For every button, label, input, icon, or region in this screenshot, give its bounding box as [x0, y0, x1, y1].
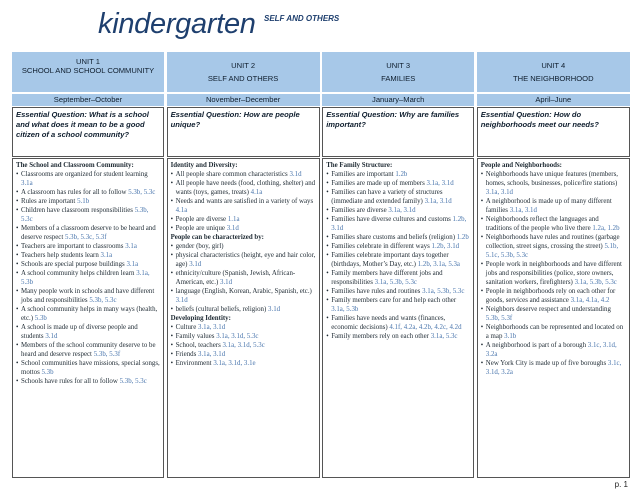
topic-text: Neighborhoods have unique features (members, homes, schools, businesses, police/fire stations) [485, 171, 619, 187]
standard-code: 3.1a, 5.3c [430, 333, 458, 340]
unit-1-essential-question: Essential Question: What is a school and what does it mean to be a good citizen of a school community? [12, 107, 164, 157]
list-item [481, 170, 626, 197]
topic-text: Rules are important [21, 198, 76, 205]
topic-text: Family members care for and help each other [331, 297, 457, 304]
topic-text: Children have classroom responsibilities [21, 207, 133, 214]
topic-text: Needs and wants are satisfied in a variety of ways [175, 198, 314, 205]
standard-code: 4.1f, 4.2a, 4.2b, 4.2c, 4.2d [389, 324, 462, 331]
topic-text: A classroom has rules for all to follow [21, 189, 127, 196]
topic-text: Teachers help students learn [21, 252, 99, 259]
list-item [16, 341, 160, 359]
standard-code: 1.2b [456, 234, 469, 241]
unit-heading: UNIT 3 [386, 61, 411, 70]
topic-list [16, 170, 160, 386]
topic-text: Classrooms are organized for student learning [21, 171, 148, 178]
standard-code: 3.1a, 5.3b [331, 306, 359, 313]
standard-code: 3.1a, 3.1d [424, 198, 452, 205]
standard-code: 1.2b, 3.1d [431, 243, 460, 250]
unit-name: FAMILIES [381, 74, 416, 83]
standard-code: 3.1a [100, 252, 113, 259]
standard-code: 3.1a, 3.1d [388, 207, 416, 214]
topic-list [326, 170, 470, 341]
topic-text: New York City is made up of five boroughs [485, 360, 607, 367]
standard-code: 5.1b, 5.1c, 5.3b, 5.3c [485, 243, 619, 259]
topic-text: physical characteristics (height, eye and hair color, age) [175, 252, 316, 268]
standard-code: 1.2a, 1.2b [592, 225, 620, 232]
list-item [326, 242, 470, 251]
list-item [171, 224, 316, 233]
standard-code: 3.1a, 3.1d, 3.1e [213, 360, 256, 367]
topic-text: gender (boy, girl) [175, 243, 224, 250]
topic-text: All people share common characteristics [175, 171, 288, 178]
unit-heading: UNIT 1 [76, 57, 100, 66]
topic-text: A school community helps in many ways (health, etc.) [21, 306, 158, 322]
section-heading: The Family Structure: [326, 162, 393, 169]
standard-code: 3.1d [175, 297, 188, 304]
page-number: p. 1 [614, 480, 628, 489]
list-item [16, 197, 160, 206]
list-item [16, 251, 160, 260]
topic-text: Neighborhoods have rules and routines (garbage collection, street signs, crossing the street) [485, 234, 620, 250]
standard-code: 5.3b, 5.3c [119, 378, 147, 385]
topic-text: Families are made up of members [331, 180, 425, 187]
section-heading: People can be characterized by: [170, 234, 264, 241]
unit-2-header [167, 52, 320, 92]
standard-code: 3.1d [289, 171, 302, 178]
unit-3-essential-question: Essential Question: Why are families important? [322, 107, 474, 157]
topic-text: School, teachers [175, 342, 221, 349]
list-item [481, 359, 626, 377]
list-item [326, 188, 470, 206]
standard-code: 4.1a [250, 189, 263, 196]
topic-text: Family members rely on each other [331, 333, 429, 340]
topic-text: Families have rules and routines [331, 288, 421, 295]
standard-code: 3.1d [45, 333, 58, 340]
section-heading: Identity and Diversity: [170, 162, 238, 169]
topic-text: Schools are special purpose buildings [21, 261, 125, 268]
standard-code: 5.3b [41, 369, 54, 376]
topic-text: A school is made up of diverse people and students [21, 324, 138, 340]
unit-1-header [12, 52, 164, 92]
topic-text: People are unique [175, 225, 225, 232]
topic-list [481, 170, 626, 377]
standard-code: 3.1a, 3.1d [485, 189, 513, 196]
topic-text: Families can have a variety of structures (immediate and extended family) [331, 189, 443, 205]
standard-code: 1.1a [227, 216, 240, 223]
topic-list [171, 170, 316, 233]
standard-code: 5.3b, 5.3c [128, 189, 156, 196]
list-item [326, 179, 470, 188]
standard-code: 3.1a, 5.3b, 5.3c [422, 288, 465, 295]
unit-name: SELF AND OTHERS [207, 74, 279, 83]
standard-code: 1.2b, 3.1d [331, 216, 467, 232]
list-item [171, 251, 316, 269]
list-item [481, 197, 626, 215]
unit-4-header [477, 52, 630, 92]
unit-3-months: January–March [322, 94, 474, 106]
list-item [171, 341, 316, 350]
unit-heading: UNIT 4 [541, 61, 566, 70]
section-heading: The School and Classroom Community: [16, 162, 134, 169]
standard-code: 3.1d [220, 279, 233, 286]
list-item [326, 233, 470, 242]
list-item [16, 269, 160, 287]
list-item [481, 341, 626, 359]
standard-code: 3.1d [226, 225, 239, 232]
standard-code: 3.1a, 5.3b [21, 270, 150, 286]
list-item [326, 296, 470, 314]
topic-text: People are diverse [175, 216, 227, 223]
unit-4-months: April–June [477, 94, 630, 106]
list-item [481, 260, 626, 287]
topic-text: A neighborhood is part of a borough [485, 342, 587, 349]
topic-text: All people have needs (food, clothing, shelter) and wants (toys, games, treats) [175, 180, 316, 196]
list-item [171, 170, 316, 179]
standard-code: 3.1a, 3.1d [198, 324, 226, 331]
page-subtitle: SELF AND OTHERS [264, 14, 340, 23]
topic-text: Neighborhoods can be represented and located on a map [485, 324, 624, 340]
standard-code: 3.1a, 3.1d, 5.3c [216, 333, 259, 340]
topic-text: beliefs (cultural beliefs, religion) [175, 306, 267, 313]
standard-code: 3.1a [125, 243, 137, 250]
topic-text: ethnicity/culture (Spanish, Jewish, African-American, etc.) [175, 270, 296, 286]
list-item [326, 314, 470, 332]
standard-code: 5.3b [34, 315, 47, 322]
topic-text: Families have diverse cultures and customs [331, 216, 451, 223]
topic-text: Members of the school community deserve to be heard and deserve respect [21, 342, 156, 358]
unit-name: SCHOOL AND SCHOOL COMMUNITY [21, 66, 155, 75]
standard-code: 5.3b, 5.3c [89, 297, 117, 304]
standard-code: 3.1a [21, 180, 33, 187]
standard-code: 4.1a [175, 207, 188, 214]
list-item [171, 215, 316, 224]
topic-text: Teachers are important to classrooms [21, 243, 124, 250]
topic-text: Neighborhoods reflect the languages and traditions of the people who live there [485, 216, 599, 232]
unit-1-months: September–October [12, 94, 164, 106]
topic-text: Friends [175, 351, 197, 358]
topic-text: Families celebrate important days together (birthdays, Mother’s Day, etc.) [331, 252, 449, 268]
topic-text: Culture [175, 324, 197, 331]
unit-4-essential-question: Essential Question: How do neighborhoods meet our needs? [477, 107, 630, 157]
list-item [16, 305, 160, 323]
standard-code: 5.3b, 5.3f [485, 315, 513, 322]
topic-text: A school community helps children learn [21, 270, 135, 277]
topic-text: Families are diverse [331, 207, 387, 214]
standard-code: 3.1c, 3.1d, 3.2a [485, 342, 617, 358]
list-item [171, 179, 316, 197]
list-item [16, 287, 160, 305]
curriculum-grid [12, 52, 630, 478]
list-item [171, 269, 316, 287]
list-item [326, 206, 470, 215]
standard-code: 3.1a, 4.1a, 4.2 [570, 297, 610, 304]
list-item [16, 224, 160, 242]
standard-code: 3.1d [189, 261, 202, 268]
list-item [16, 242, 160, 251]
topic-list [171, 323, 316, 368]
unit-3-content [322, 158, 474, 478]
unit-1-content [12, 158, 164, 478]
topic-text: Families are important [331, 171, 394, 178]
standard-code: 3.1b [504, 333, 517, 340]
standard-code: 5.1b [77, 198, 90, 205]
standard-code: 5.3b, 5.3f [93, 351, 121, 358]
list-item [171, 305, 316, 314]
standard-code: 3.1c, 3.1d, 3.2a [485, 360, 622, 376]
topic-text: A neighborhood is made up of many different families [485, 198, 612, 214]
list-item [16, 359, 160, 377]
topic-text: Families have needs and wants (finances, economic decisions) [331, 315, 446, 331]
list-item [16, 377, 160, 386]
list-item [171, 287, 316, 305]
topic-text: Environment [175, 360, 212, 367]
list-item [326, 251, 470, 269]
topic-text: Families share customs and beliefs (religion) [331, 234, 455, 241]
unit-name: THE NEIGHBORHOOD [512, 74, 594, 83]
topic-text: Neighbors deserve respect and understanding [485, 306, 611, 313]
section-heading: Developing Identity: [170, 315, 231, 322]
unit-2-essential-question: Essential Question: How are people unique? [167, 107, 320, 157]
page-title: kindergarten [98, 8, 256, 40]
standard-code: 5.3b, 5.3c [21, 207, 149, 223]
unit-heading: UNIT 2 [231, 61, 256, 70]
topic-text: Families celebrate in different ways [331, 243, 430, 250]
standard-code: 1.2b, 3.1a, 5.3a [417, 261, 460, 268]
list-item [16, 206, 160, 224]
topic-text: language (English, Korean, Arabic, Spanish, etc.) [175, 288, 312, 295]
list-item [16, 323, 160, 341]
unit-2-months: November–December [167, 94, 320, 106]
topic-text: Family members have different jobs and responsibilities [331, 270, 443, 286]
list-item [326, 269, 470, 287]
topic-list [171, 242, 316, 314]
topic-text: People work in neighborhoods and have different jobs and responsibilities (police, store owners, sanitation workers, firefighters) [485, 261, 622, 286]
list-item [481, 305, 626, 323]
standard-code: 3.1a, 5.3b, 5.3c [374, 279, 417, 286]
topic-text: Members of a classroom deserve to be heard and deserve respect [21, 225, 156, 241]
standard-code: 3.1a [126, 261, 139, 268]
list-item [326, 215, 470, 233]
unit-3-header [322, 52, 474, 92]
list-item [171, 242, 316, 251]
section-heading: People and Neighborhoods: [480, 162, 562, 169]
list-item [171, 332, 316, 341]
standard-code: 1.2b [395, 171, 408, 178]
topic-text: Schools have rules for all to follow [21, 378, 118, 385]
list-item [481, 323, 626, 341]
standard-code: 3.1a, 3.1d [426, 180, 454, 187]
list-item [481, 233, 626, 260]
standard-code: 3.1a, 5.3b, 5.3c [574, 279, 617, 286]
standard-code: 5.3b, 5.3c, 5.3f [65, 234, 107, 241]
list-item [326, 170, 470, 179]
standard-code: 3.1d [268, 306, 281, 313]
topic-text: People in neighborhoods rely on each other for goods, services and assistance [485, 288, 616, 304]
standard-code: 3.1a, 3.1d, 5.3c [222, 342, 265, 349]
topic-text: Family values [175, 333, 215, 340]
list-item [16, 170, 160, 188]
list-item [481, 215, 626, 233]
list-item [326, 287, 470, 296]
topic-text: Many people work in schools and have different jobs and responsibilities [21, 288, 155, 304]
topic-text: School communities have missions, special songs, mottos [21, 360, 160, 376]
list-item [171, 323, 316, 332]
list-item [171, 359, 316, 368]
list-item [481, 287, 626, 305]
list-item [171, 350, 316, 359]
list-item [16, 260, 160, 269]
list-item [326, 332, 470, 341]
list-item [16, 188, 160, 197]
standard-code: 3.1a, 3.1d [198, 351, 226, 358]
standard-code: 3.1a, 3.1d [509, 207, 537, 214]
list-item [171, 197, 316, 215]
unit-2-content [167, 158, 320, 478]
unit-4-content [477, 158, 630, 478]
